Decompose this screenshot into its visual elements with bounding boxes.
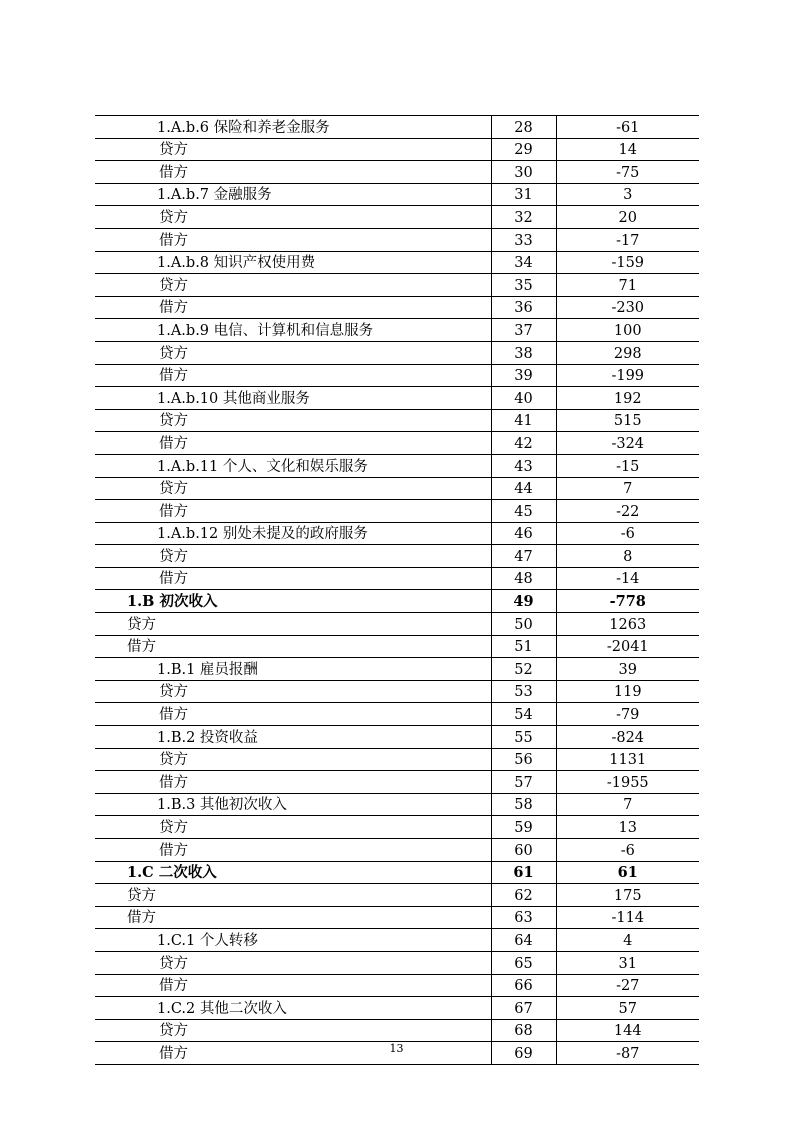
- amount-value: -230: [556, 296, 699, 319]
- table-row: [95, 116, 699, 139]
- item-label: 1.B.3 其他初次收入: [95, 793, 491, 816]
- line-number: 58: [491, 793, 556, 816]
- amount-value: -6: [556, 839, 699, 862]
- line-number: 34: [491, 251, 556, 274]
- item-label: 贷方: [95, 884, 491, 907]
- line-number: 66: [491, 974, 556, 997]
- line-number: 44: [491, 477, 556, 500]
- table-row: [95, 748, 699, 771]
- line-number: 29: [491, 138, 556, 161]
- amount-value: 31: [556, 951, 699, 974]
- table-row: [95, 183, 699, 206]
- item-label: 借方: [95, 567, 491, 590]
- item-label: 借方: [95, 296, 491, 319]
- amount-value: 20: [556, 206, 699, 229]
- amount-value: 298: [556, 341, 699, 364]
- table-row: [95, 138, 699, 161]
- amount-value: -1955: [556, 771, 699, 794]
- amount-value: 7: [556, 793, 699, 816]
- table-row: [95, 387, 699, 410]
- table-row: [95, 545, 699, 568]
- table-row: [95, 613, 699, 636]
- line-number: 48: [491, 567, 556, 590]
- item-label: 贷方: [95, 680, 491, 703]
- amount-value: 57: [556, 997, 699, 1020]
- line-number: 41: [491, 409, 556, 432]
- item-label: 借方: [95, 906, 491, 929]
- item-label: 1.A.b.11 个人、文化和娱乐服务: [95, 454, 491, 477]
- item-label: 1.A.b.9 电信、计算机和信息服务: [95, 319, 491, 342]
- amount-value: 61: [556, 861, 699, 884]
- table-row: [95, 771, 699, 794]
- amount-value: -14: [556, 567, 699, 590]
- item-label: 1.C.2 其他二次收入: [95, 997, 491, 1020]
- line-number: 50: [491, 613, 556, 636]
- item-label: 1.C.1 个人转移: [95, 929, 491, 952]
- item-label: 借方: [95, 161, 491, 184]
- amount-value: -75: [556, 161, 699, 184]
- amount-value: -17: [556, 228, 699, 251]
- table-row: [95, 951, 699, 974]
- table-row: [95, 161, 699, 184]
- item-label: 借方: [95, 1042, 491, 1065]
- item-label: 1.A.b.7 金融服务: [95, 183, 491, 206]
- amount-value: -6: [556, 522, 699, 545]
- line-number: 54: [491, 703, 556, 726]
- item-label: 1.A.b.6 保险和养老金服务: [95, 116, 491, 139]
- item-label: 借方: [95, 432, 491, 455]
- table-row: [95, 274, 699, 297]
- amount-value: -79: [556, 703, 699, 726]
- line-number: 64: [491, 929, 556, 952]
- table-row: [95, 929, 699, 952]
- item-label: 1.C 二次收入: [95, 861, 491, 884]
- amount-value: 119: [556, 680, 699, 703]
- item-label: 贷方: [95, 613, 491, 636]
- table-row: [95, 793, 699, 816]
- amount-value: 3: [556, 183, 699, 206]
- item-label: 借方: [95, 635, 491, 658]
- item-label: 借方: [95, 974, 491, 997]
- table-row: [95, 319, 699, 342]
- table-row: [95, 590, 699, 613]
- line-number: 40: [491, 387, 556, 410]
- line-number: 43: [491, 454, 556, 477]
- amount-value: -22: [556, 500, 699, 523]
- line-number: 49: [491, 590, 556, 613]
- table-row: [95, 906, 699, 929]
- line-number: 31: [491, 183, 556, 206]
- item-label: 贷方: [95, 477, 491, 500]
- table-row: [95, 228, 699, 251]
- item-label: 1.B.2 投资收益: [95, 726, 491, 749]
- amount-value: 1263: [556, 613, 699, 636]
- table-row: [95, 567, 699, 590]
- item-label: 贷方: [95, 1019, 491, 1042]
- line-number: 57: [491, 771, 556, 794]
- line-number: 30: [491, 161, 556, 184]
- amount-value: 7: [556, 477, 699, 500]
- line-number: 65: [491, 951, 556, 974]
- amount-value: 8: [556, 545, 699, 568]
- line-number: 52: [491, 658, 556, 681]
- item-label: 借方: [95, 839, 491, 862]
- line-number: 33: [491, 228, 556, 251]
- line-number: 53: [491, 680, 556, 703]
- line-number: 56: [491, 748, 556, 771]
- item-label: 贷方: [95, 409, 491, 432]
- item-label: 贷方: [95, 748, 491, 771]
- item-label: 1.A.b.12 别处未提及的政府服务: [95, 522, 491, 545]
- item-label: 贷方: [95, 816, 491, 839]
- amount-value: 192: [556, 387, 699, 410]
- table-row: [95, 680, 699, 703]
- amount-value: 175: [556, 884, 699, 907]
- table-row: [95, 522, 699, 545]
- amount-value: -61: [556, 116, 699, 139]
- amount-value: -15: [556, 454, 699, 477]
- item-label: 贷方: [95, 206, 491, 229]
- table-row: [95, 432, 699, 455]
- item-label: 1.B.1 雇员报酬: [95, 658, 491, 681]
- item-label: 借方: [95, 500, 491, 523]
- table-row: [95, 409, 699, 432]
- table-row: [95, 658, 699, 681]
- amount-value: -199: [556, 364, 699, 387]
- table-row: [95, 341, 699, 364]
- amount-value: -778: [556, 590, 699, 613]
- table-row: [95, 206, 699, 229]
- line-number: 36: [491, 296, 556, 319]
- bop-table: [95, 115, 699, 1065]
- line-number: 35: [491, 274, 556, 297]
- amount-value: 4: [556, 929, 699, 952]
- amount-value: 39: [556, 658, 699, 681]
- table-row: [95, 251, 699, 274]
- line-number: 45: [491, 500, 556, 523]
- item-label: 借方: [95, 228, 491, 251]
- item-label: 贷方: [95, 951, 491, 974]
- amount-value: 1131: [556, 748, 699, 771]
- table-row: [95, 997, 699, 1020]
- line-number: 39: [491, 364, 556, 387]
- line-number: 60: [491, 839, 556, 862]
- line-number: 68: [491, 1019, 556, 1042]
- amount-value: -324: [556, 432, 699, 455]
- item-label: 借方: [95, 771, 491, 794]
- item-label: 贷方: [95, 545, 491, 568]
- table-row: [95, 839, 699, 862]
- table-row: [95, 1019, 699, 1042]
- amount-value: -114: [556, 906, 699, 929]
- page-number: 13: [389, 1042, 404, 1055]
- line-number: 61: [491, 861, 556, 884]
- line-number: 38: [491, 341, 556, 364]
- amount-value: -27: [556, 974, 699, 997]
- item-label: 贷方: [95, 341, 491, 364]
- line-number: 28: [491, 116, 556, 139]
- table-row: [95, 500, 699, 523]
- item-label: 贷方: [95, 274, 491, 297]
- line-number: 32: [491, 206, 556, 229]
- table-row: [95, 296, 699, 319]
- table-row: [95, 884, 699, 907]
- table-row: [95, 861, 699, 884]
- table-row: [95, 454, 699, 477]
- line-number: 59: [491, 816, 556, 839]
- amount-value: 14: [556, 138, 699, 161]
- table-row: [95, 364, 699, 387]
- amount-value: -159: [556, 251, 699, 274]
- table-row: [95, 703, 699, 726]
- item-label: 1.B 初次收入: [95, 590, 491, 613]
- amount-value: -87: [556, 1042, 699, 1065]
- line-number: 47: [491, 545, 556, 568]
- amount-value: 515: [556, 409, 699, 432]
- table-row: [95, 477, 699, 500]
- item-label: 借方: [95, 703, 491, 726]
- line-number: 62: [491, 884, 556, 907]
- item-label: 贷方: [95, 138, 491, 161]
- line-number: 46: [491, 522, 556, 545]
- line-number: 51: [491, 635, 556, 658]
- amount-value: -2041: [556, 635, 699, 658]
- line-number: 55: [491, 726, 556, 749]
- table-row: [95, 974, 699, 997]
- table-row: [95, 726, 699, 749]
- item-label: 1.A.b.8 知识产权使用费: [95, 251, 491, 274]
- line-number: 42: [491, 432, 556, 455]
- table-row: [95, 816, 699, 839]
- amount-value: 100: [556, 319, 699, 342]
- bop-table-body: [95, 116, 699, 1065]
- line-number: 37: [491, 319, 556, 342]
- amount-value: 13: [556, 816, 699, 839]
- line-number: 67: [491, 997, 556, 1020]
- table-row: [95, 635, 699, 658]
- amount-value: 144: [556, 1019, 699, 1042]
- amount-value: 71: [556, 274, 699, 297]
- line-number: 63: [491, 906, 556, 929]
- item-label: 借方: [95, 364, 491, 387]
- amount-value: -824: [556, 726, 699, 749]
- line-number: 69: [491, 1042, 556, 1065]
- item-label: 1.A.b.10 其他商业服务: [95, 387, 491, 410]
